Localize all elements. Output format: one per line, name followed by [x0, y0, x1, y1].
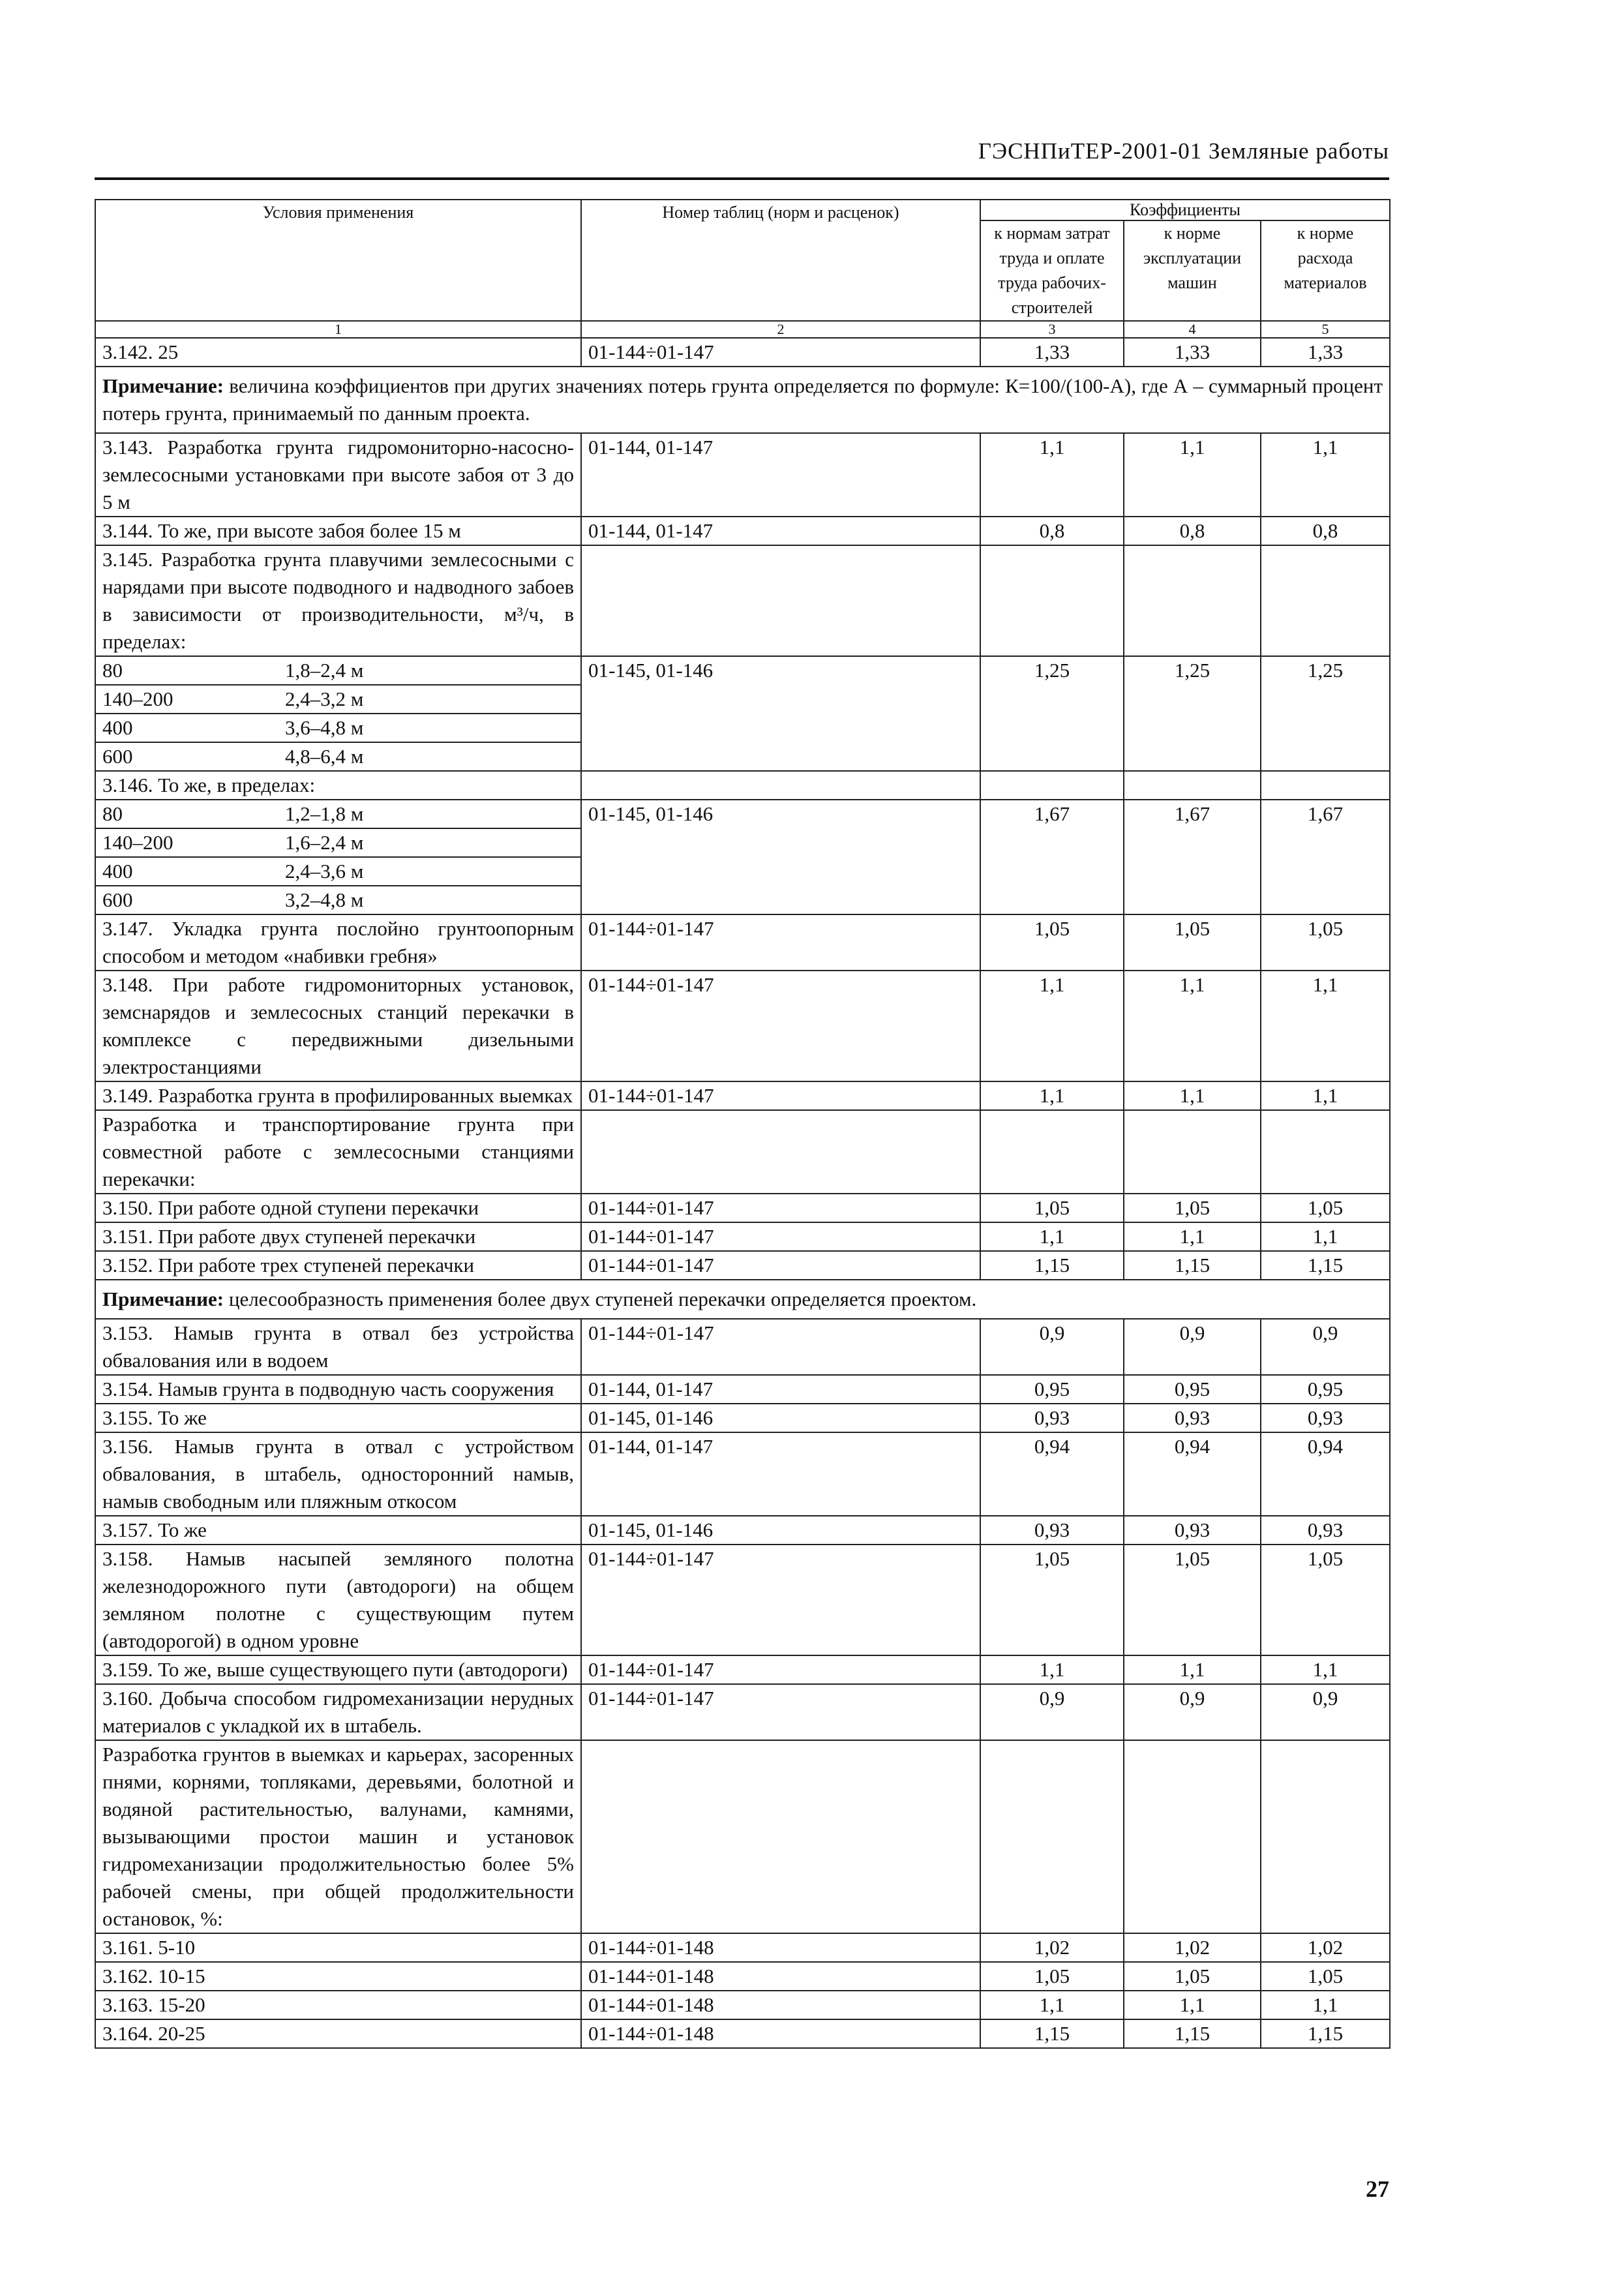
table-row [95, 656, 1390, 685]
labor-coefficient-cell: 1,1 [980, 1222, 1124, 1251]
machine-coefficient-cell [1124, 545, 1261, 656]
labor-coefficient-cell: 1,1 [980, 1655, 1124, 1684]
face-height-value: 2,4–3,2 м [285, 687, 364, 710]
condition-cell: 3.156. Намыв грунта в отвал с устройством обвалования, в штабель, односторонний намыв, намыв свободным или пляжным откосом [95, 1432, 581, 1516]
condition-cell: 3.150. При работе одной ступени перекачки [95, 1194, 581, 1222]
column-number: 3 [980, 321, 1124, 338]
labor-coefficient-cell [980, 1740, 1124, 1933]
labor-coefficient-cell: 1,1 [980, 1991, 1124, 2019]
page-number: 27 [1366, 2176, 1389, 2202]
face-height-value: 1,8–2,4 м [285, 659, 364, 682]
material-coefficient-cell [1261, 1740, 1390, 1933]
machine-coefficient-cell: 0,9 [1124, 1319, 1261, 1375]
table-row [95, 1404, 1390, 1432]
table-number-cell: 01-144, 01-147 [581, 1375, 980, 1404]
table-number-cell: 01-144, 01-147 [581, 1432, 980, 1516]
table-row [95, 1432, 1390, 1516]
capacity-value: 140–200 [102, 831, 173, 854]
condition-cell: 3.142. 25 [95, 338, 581, 367]
material-coefficient-cell: 0,8 [1261, 517, 1390, 545]
labor-coefficient-cell: 1,1 [980, 433, 1124, 517]
table-row [95, 1933, 1390, 1962]
column-number: 1 [95, 321, 581, 338]
material-coefficient-cell: 0,9 [1261, 1684, 1390, 1740]
machine-coefficient-cell: 0,9 [1124, 1684, 1261, 1740]
machine-coefficient-cell: 1,1 [1124, 1991, 1261, 2019]
material-coefficient-cell: 0,95 [1261, 1375, 1390, 1404]
note-cell [95, 1280, 1390, 1319]
labor-coefficient-cell: 1,1 [980, 1081, 1124, 1110]
table-row [95, 545, 1390, 656]
condition-cell: 3.151. При работе двух ступеней перекачки [95, 1222, 581, 1251]
face-height-value: 3,6–4,8 м [285, 716, 364, 739]
table-number-cell [581, 1110, 980, 1194]
material-coefficient-cell: 1,67 [1261, 800, 1390, 914]
table-number-cell: 01-145, 01-146 [581, 1516, 980, 1545]
machine-coefficient-cell: 1,67 [1124, 800, 1261, 914]
machine-coefficient-cell: 0,93 [1124, 1516, 1261, 1545]
face-height-value: 1,6–2,4 м [285, 831, 364, 854]
machine-coefficient-cell: 1,25 [1124, 656, 1261, 771]
material-coefficient-cell: 0,93 [1261, 1404, 1390, 1432]
condition-cell: 3.164. 20-25 [95, 2019, 581, 2048]
condition-cell: 3.158. Намыв насыпей земляного полотна железнодорожного пути (автодороги) на общем земляном полотне с существующим путем (автодорогой) в одном уровне [95, 1545, 581, 1655]
material-coefficient-cell: 1,15 [1261, 2019, 1390, 2048]
table-number-cell [581, 545, 980, 656]
condition-cell: 3.143. Разработка грунта гидромониторно-насосно-землесосными установками при высоте забоя от 3 до 5 м [95, 433, 581, 517]
table-number-cell: 01-144÷01-147 [581, 914, 980, 971]
machine-coefficient-cell: 1,05 [1124, 914, 1261, 971]
machine-coefficient-cell: 1,1 [1124, 1081, 1261, 1110]
note-label: Примечание: [102, 1288, 224, 1310]
note-text: величина коэффициентов при других значениях потерь грунта определяется по формуле: К=100/(100-А), где А – суммарный процент потерь грунта, принимаемый по данным проекта. [102, 374, 1383, 425]
table-number-cell: 01-144, 01-147 [581, 433, 980, 517]
condition-cell: 3.162. 10-15 [95, 1962, 581, 1991]
machine-coefficient-cell: 1,05 [1124, 1545, 1261, 1655]
table-row [95, 1081, 1390, 1110]
labor-coefficient-cell [980, 1110, 1124, 1194]
labor-coefficient-cell: 1,33 [980, 338, 1124, 367]
table-row [95, 1222, 1390, 1251]
machine-coefficient-cell: 1,15 [1124, 2019, 1261, 2048]
column-number: 5 [1261, 321, 1390, 338]
page-header [95, 138, 1389, 180]
condition-cell: 3.152. При работе трех ступеней перекачки [95, 1251, 581, 1280]
table-row [95, 2019, 1390, 2048]
condition-cell: 3.160. Добыча способом гидромеханизации нерудных материалов с укладкой их в штабель. [95, 1684, 581, 1740]
table-number-cell: 01-144÷01-147 [581, 971, 980, 1081]
table-row [95, 971, 1390, 1081]
table-row [95, 1740, 1390, 1933]
material-coefficient-cell: 1,1 [1261, 1991, 1390, 2019]
machine-coefficient-cell: 1,1 [1124, 1655, 1261, 1684]
material-coefficient-cell: 1,1 [1261, 433, 1390, 517]
table-number-cell [581, 771, 980, 800]
labor-coefficient-cell [980, 545, 1124, 656]
range-cell [95, 742, 581, 771]
material-coefficient-cell: 1,05 [1261, 914, 1390, 971]
material-coefficient-cell: 1,15 [1261, 1251, 1390, 1280]
machine-coefficient-cell: 0,8 [1124, 517, 1261, 545]
note-row [95, 1280, 1390, 1319]
table-number-cell: 01-144÷01-147 [581, 1319, 980, 1375]
material-coefficient-cell: 1,1 [1261, 1081, 1390, 1110]
labor-coefficient-cell: 1,05 [980, 1545, 1124, 1655]
condition-cell: 3.159. То же, выше существующего пути (автодороги) [95, 1655, 581, 1684]
table-row [95, 1516, 1390, 1545]
table-row [95, 338, 1390, 367]
table-row [95, 1545, 1390, 1655]
machine-coefficient-cell: 0,93 [1124, 1404, 1261, 1432]
header-conditions: Условия применения [95, 200, 581, 321]
condition-cell: 3.144. То же, при высоте забоя более 15 м [95, 517, 581, 545]
table-number-cell [581, 1740, 980, 1933]
note-row [95, 367, 1390, 433]
face-height-value: 3,2–4,8 м [285, 888, 364, 911]
machine-coefficient-cell: 1,05 [1124, 1194, 1261, 1222]
capacity-value: 80 [102, 659, 123, 682]
labor-coefficient-cell: 1,15 [980, 2019, 1124, 2048]
table-number-cell: 01-144÷01-147 [581, 1194, 980, 1222]
condition-cell: 3.149. Разработка грунта в профилированных выемках [95, 1081, 581, 1110]
condition-cell: 3.155. То же [95, 1404, 581, 1432]
capacity-value: 140–200 [102, 687, 173, 710]
machine-coefficient-cell: 1,05 [1124, 1962, 1261, 1991]
labor-coefficient-cell [980, 771, 1124, 800]
material-coefficient-cell: 0,94 [1261, 1432, 1390, 1516]
range-cell [95, 656, 581, 685]
machine-coefficient-cell [1124, 1740, 1261, 1933]
material-coefficient-cell: 1,1 [1261, 1655, 1390, 1684]
labor-coefficient-cell: 0,8 [980, 517, 1124, 545]
table-row [95, 1655, 1390, 1684]
header-labor: к нормам затрат труда и оплате труда рабочих-строителей [980, 220, 1124, 321]
material-coefficient-cell: 0,93 [1261, 1516, 1390, 1545]
labor-coefficient-cell: 1,02 [980, 1933, 1124, 1962]
capacity-value: 600 [102, 888, 133, 911]
table-number-cell: 01-144÷01-147 [581, 1684, 980, 1740]
header-coefficients: Коэффициенты [980, 200, 1390, 220]
table-number-cell: 01-144÷01-148 [581, 1933, 980, 1962]
table-number-cell: 01-145, 01-146 [581, 1404, 980, 1432]
table-number-cell: 01-144÷01-147 [581, 1251, 980, 1280]
material-coefficient-cell [1261, 545, 1390, 656]
labor-coefficient-cell: 1,05 [980, 1194, 1124, 1222]
table-number-cell: 01-144÷01-147 [581, 338, 980, 367]
material-coefficient-cell: 1,1 [1261, 971, 1390, 1081]
table-header-row [95, 200, 1390, 220]
material-coefficient-cell: 1,05 [1261, 1545, 1390, 1655]
table-number-cell: 01-144, 01-147 [581, 517, 980, 545]
face-height-value: 2,4–3,6 м [285, 860, 364, 882]
table-number-cell: 01-144÷01-147 [581, 1545, 980, 1655]
labor-coefficient-cell: 1,05 [980, 1962, 1124, 1991]
machine-coefficient-cell: 1,15 [1124, 1251, 1261, 1280]
table-number-cell: 01-144÷01-147 [581, 1655, 980, 1684]
note-label: Примечание: [102, 374, 224, 397]
table-row [95, 1251, 1390, 1280]
table-row [95, 1194, 1390, 1222]
labor-coefficient-cell: 1,05 [980, 914, 1124, 971]
note-cell [95, 367, 1390, 433]
table-number-cell: 01-145, 01-146 [581, 656, 980, 771]
material-coefficient-cell [1261, 1110, 1390, 1194]
material-coefficient-cell: 1,05 [1261, 1962, 1390, 1991]
header-materials: к норме расхода материалов [1261, 220, 1390, 321]
condition-cell: Разработка и транспортирование грунта при совместной работе с землесосными станциями перекачки: [95, 1110, 581, 1194]
material-coefficient-cell: 1,25 [1261, 656, 1390, 771]
table-number-cell: 01-144÷01-148 [581, 2019, 980, 2048]
range-cell [95, 800, 581, 828]
column-number: 4 [1124, 321, 1261, 338]
labor-coefficient-cell: 1,1 [980, 971, 1124, 1081]
capacity-value: 400 [102, 860, 133, 882]
condition-cell: 3.153. Намыв грунта в отвал без устройства обвалования или в водоем [95, 1319, 581, 1375]
table-row [95, 517, 1390, 545]
table-row [95, 1962, 1390, 1991]
labor-coefficient-cell: 1,25 [980, 656, 1124, 771]
column-number: 2 [581, 321, 980, 338]
machine-coefficient-cell [1124, 1110, 1261, 1194]
table-row [95, 1375, 1390, 1404]
table-number-cell: 01-144÷01-147 [581, 1222, 980, 1251]
table-row [95, 914, 1390, 971]
capacity-value: 600 [102, 745, 133, 768]
condition-cell: 3.147. Укладка грунта послойно грунтоопорным способом и методом «набивки гребня» [95, 914, 581, 971]
labor-coefficient-cell: 1,67 [980, 800, 1124, 914]
machine-coefficient-cell: 0,95 [1124, 1375, 1261, 1404]
labor-coefficient-cell: 0,94 [980, 1432, 1124, 1516]
machine-coefficient-cell: 1,02 [1124, 1933, 1261, 1962]
material-coefficient-cell: 1,05 [1261, 1194, 1390, 1222]
table-row [95, 1110, 1390, 1194]
labor-coefficient-cell: 0,9 [980, 1319, 1124, 1375]
condition-cell: 3.157. То же [95, 1516, 581, 1545]
range-cell [95, 685, 581, 714]
table-row [95, 1991, 1390, 2019]
machine-coefficient-cell: 1,33 [1124, 338, 1261, 367]
condition-cell: 3.146. То же, в пределах: [95, 771, 581, 800]
labor-coefficient-cell: 0,95 [980, 1375, 1124, 1404]
range-cell [95, 828, 581, 857]
labor-coefficient-cell: 0,93 [980, 1404, 1124, 1432]
condition-cell: Разработка грунтов в выемках и карьерах, засоренных пнями, корнями, топляками, деревьями, болотной и водяной растительностью, валунами, камнями, вызывающими простои машин и установок гидромеханизации продолжительностью более 5% рабочей смены, при общей продолжительности остановок, %: [95, 1740, 581, 1933]
coefficients-table [95, 199, 1391, 2049]
capacity-value: 400 [102, 716, 133, 739]
note-text: целесообразность применения более двух ступеней перекачки определяется проектом. [224, 1288, 977, 1310]
document-title: ГЭСНПиТЕР-2001-01 Земляные работы [978, 138, 1389, 164]
machine-coefficient-cell: 1,1 [1124, 1222, 1261, 1251]
condition-cell: 3.154. Намыв грунта в подводную часть сооружения [95, 1375, 581, 1404]
range-cell [95, 714, 581, 742]
table-number-cell: 01-145, 01-146 [581, 800, 980, 914]
condition-cell: 3.161. 5-10 [95, 1933, 581, 1962]
header-machines: к норме эксплуатации машин [1124, 220, 1261, 321]
material-coefficient-cell: 1,02 [1261, 1933, 1390, 1962]
table-row [95, 433, 1390, 517]
labor-coefficient-cell: 0,93 [980, 1516, 1124, 1545]
range-cell [95, 886, 581, 914]
material-coefficient-cell [1261, 771, 1390, 800]
labor-coefficient-cell: 0,9 [980, 1684, 1124, 1740]
labor-coefficient-cell: 1,15 [980, 1251, 1124, 1280]
header-rule [95, 177, 1389, 180]
condition-cell: 3.148. При работе гидромониторных установок, земснарядов и землесосных станций перекачки в комплексе с передвижными дизельными электростанциями [95, 971, 581, 1081]
face-height-value: 4,8–6,4 м [285, 745, 364, 768]
material-coefficient-cell: 1,1 [1261, 1222, 1390, 1251]
condition-cell: 3.145. Разработка грунта плавучими землесосными с нарядами при высоте подводного и надводного забоев в зависимости от производительности, м³/ч, в пределах: [95, 545, 581, 656]
material-coefficient-cell: 1,33 [1261, 338, 1390, 367]
header-table-numbers: Номер таблиц (норм и расценок) [581, 200, 980, 321]
table-number-cell: 01-144÷01-148 [581, 1991, 980, 2019]
table-row [95, 771, 1390, 800]
machine-coefficient-cell [1124, 771, 1261, 800]
range-cell [95, 857, 581, 886]
material-coefficient-cell: 0,9 [1261, 1319, 1390, 1375]
column-number-row [95, 321, 1390, 338]
table-number-cell: 01-144÷01-148 [581, 1962, 980, 1991]
table-row [95, 800, 1390, 828]
table-row [95, 1319, 1390, 1375]
machine-coefficient-cell: 1,1 [1124, 433, 1261, 517]
table-row [95, 1684, 1390, 1740]
condition-cell: 3.163. 15-20 [95, 1991, 581, 2019]
face-height-value: 1,2–1,8 м [285, 802, 364, 825]
capacity-value: 80 [102, 802, 123, 825]
table-number-cell: 01-144÷01-147 [581, 1081, 980, 1110]
machine-coefficient-cell: 0,94 [1124, 1432, 1261, 1516]
machine-coefficient-cell: 1,1 [1124, 971, 1261, 1081]
